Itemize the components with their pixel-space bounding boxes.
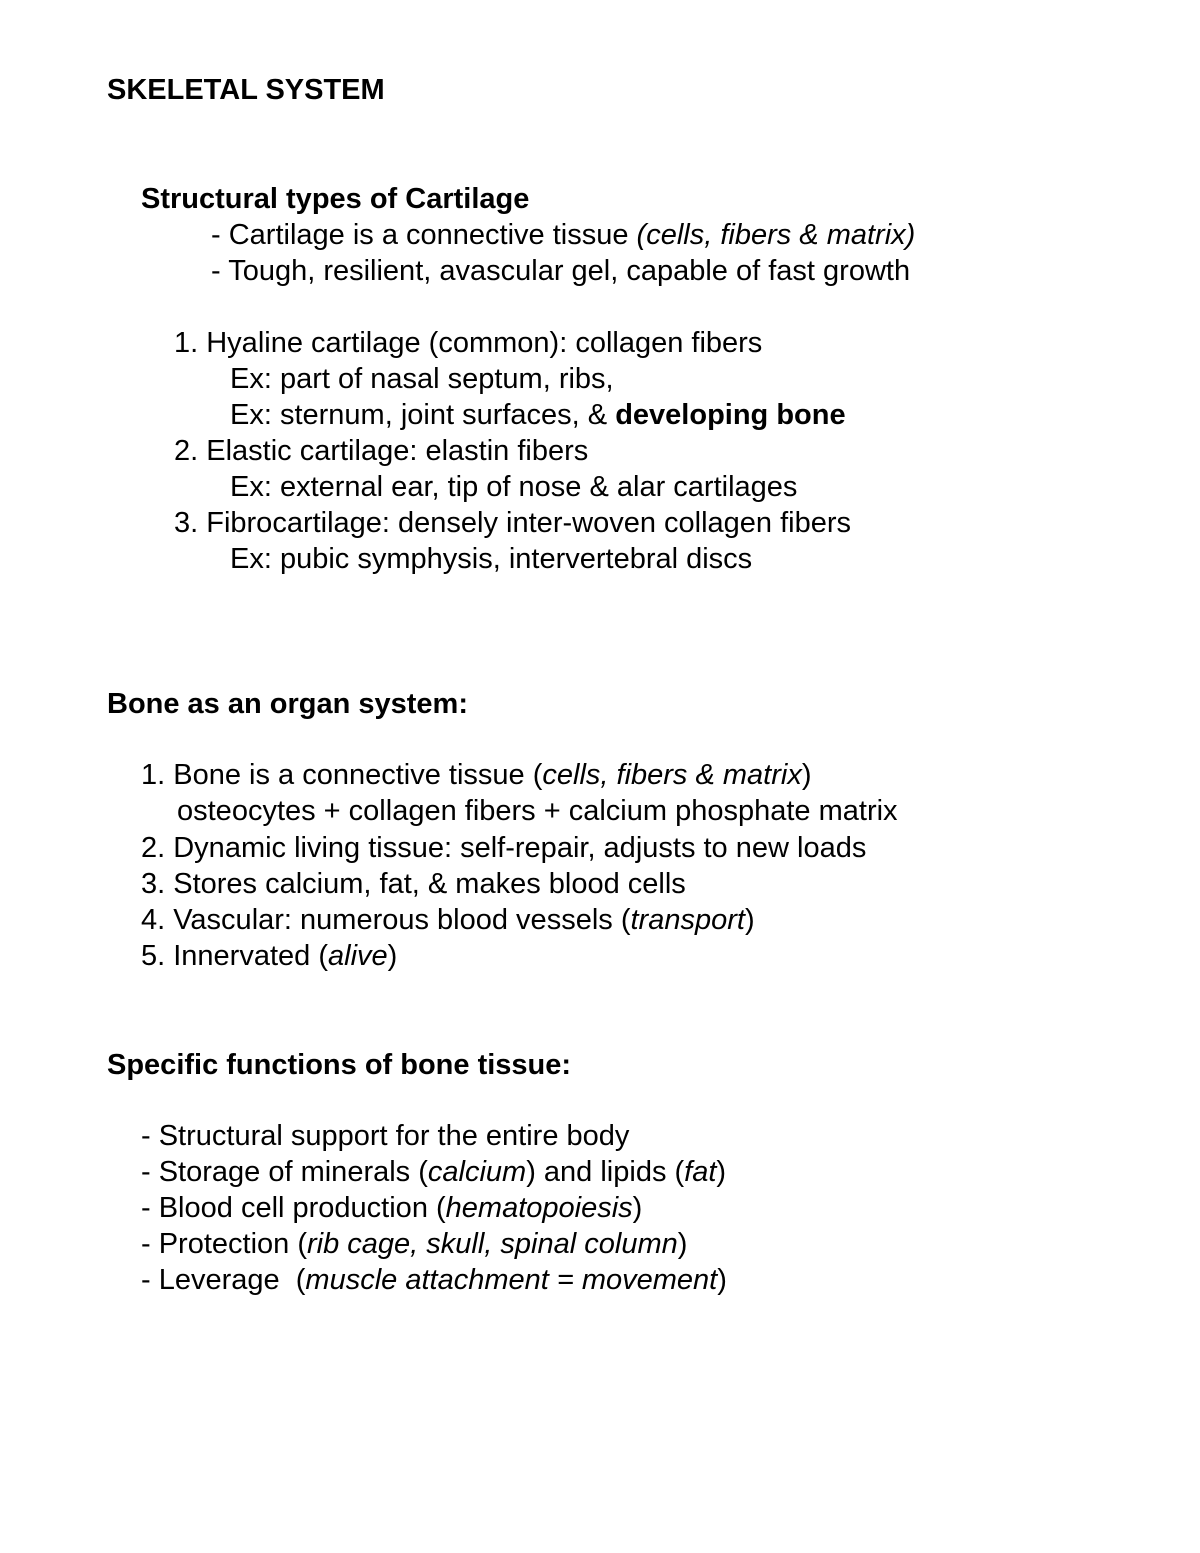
item-text-mid: ) and lipids ( bbox=[526, 1156, 685, 1188]
item-text: - Storage of minerals ( bbox=[141, 1156, 428, 1188]
function-storage bbox=[141, 1154, 726, 1190]
item-text-end: ) bbox=[387, 940, 398, 972]
function-support: - Structural support for the entire body bbox=[141, 1120, 630, 1152]
cartilage-heading: Structural types of Cartilage bbox=[141, 183, 530, 215]
bullet-italic: (cells, fibers & matrix) bbox=[636, 219, 916, 251]
function-blood-cell bbox=[141, 1190, 642, 1226]
cartilage-bullet-tough: - Tough, resilient, avascular gel, capable of fast growth bbox=[211, 255, 911, 287]
item-text-end: ) bbox=[632, 1192, 643, 1224]
item-text: - Protection ( bbox=[141, 1228, 307, 1260]
item-text-end: ) bbox=[744, 904, 755, 936]
fibrocartilage-example: Ex: pubic symphysis, intervertebral discs bbox=[230, 543, 753, 575]
item-italic: alive bbox=[328, 940, 388, 972]
item-italic: calcium bbox=[427, 1156, 527, 1188]
bone-organ-item-4 bbox=[141, 902, 755, 938]
item-text: 1. Bone is a connective tissue ( bbox=[141, 759, 543, 791]
item-italic: muscle attachment = movement bbox=[305, 1264, 718, 1296]
item-text: - Blood cell production ( bbox=[141, 1192, 446, 1224]
bone-organ-item-5 bbox=[141, 938, 397, 974]
item-text: - Leverage ( bbox=[141, 1264, 306, 1296]
function-leverage bbox=[141, 1262, 727, 1298]
bone-organ-item-1-continued: osteocytes + collagen fibers + calcium phosphate matrix bbox=[177, 795, 898, 827]
hyaline-example-2 bbox=[230, 397, 846, 433]
item-italic: hematopoiesis bbox=[445, 1192, 633, 1224]
hyaline-item: 1. Hyaline cartilage (common): collagen fibers bbox=[174, 327, 763, 359]
hyaline-example-1: Ex: part of nasal septum, ribs, bbox=[230, 363, 614, 395]
bone-organ-item-1 bbox=[141, 757, 812, 793]
bone-organ-item-3: 3. Stores calcium, fat, & makes blood cells bbox=[141, 868, 686, 900]
cartilage-bullet-connective bbox=[211, 217, 915, 253]
bone-organ-item-2: 2. Dynamic living tissue: self-repair, adjusts to new loads bbox=[141, 832, 867, 864]
example-bold: developing bone bbox=[615, 399, 846, 431]
item-text-end: ) bbox=[716, 1156, 727, 1188]
elastic-item: 2. Elastic cartilage: elastin fibers bbox=[174, 435, 589, 467]
function-protection bbox=[141, 1226, 687, 1262]
item-italic-2: fat bbox=[684, 1156, 717, 1188]
bullet-text: - Cartilage is a connective tissue bbox=[211, 219, 637, 251]
item-text: 4. Vascular: numerous blood vessels ( bbox=[141, 904, 631, 936]
fibrocartilage-item: 3. Fibrocartilage: densely inter-woven collagen fibers bbox=[174, 507, 852, 539]
item-italic: transport bbox=[630, 904, 745, 936]
item-italic: rib cage, skull, spinal column bbox=[307, 1228, 678, 1260]
example-text: Ex: sternum, joint surfaces, & bbox=[230, 399, 616, 431]
functions-heading: Specific functions of bone tissue: bbox=[107, 1049, 572, 1081]
item-text-end: ) bbox=[717, 1264, 727, 1296]
item-text: 5. Innervated ( bbox=[141, 940, 328, 972]
item-text-end: ) bbox=[677, 1228, 688, 1260]
item-text-end: ) bbox=[801, 759, 812, 791]
elastic-example: Ex: external ear, tip of nose & alar cartilages bbox=[230, 471, 798, 503]
item-italic: cells, fibers & matrix bbox=[542, 759, 802, 791]
bone-organ-heading: Bone as an organ system: bbox=[107, 688, 468, 720]
page-title: SKELETAL SYSTEM bbox=[107, 74, 385, 106]
